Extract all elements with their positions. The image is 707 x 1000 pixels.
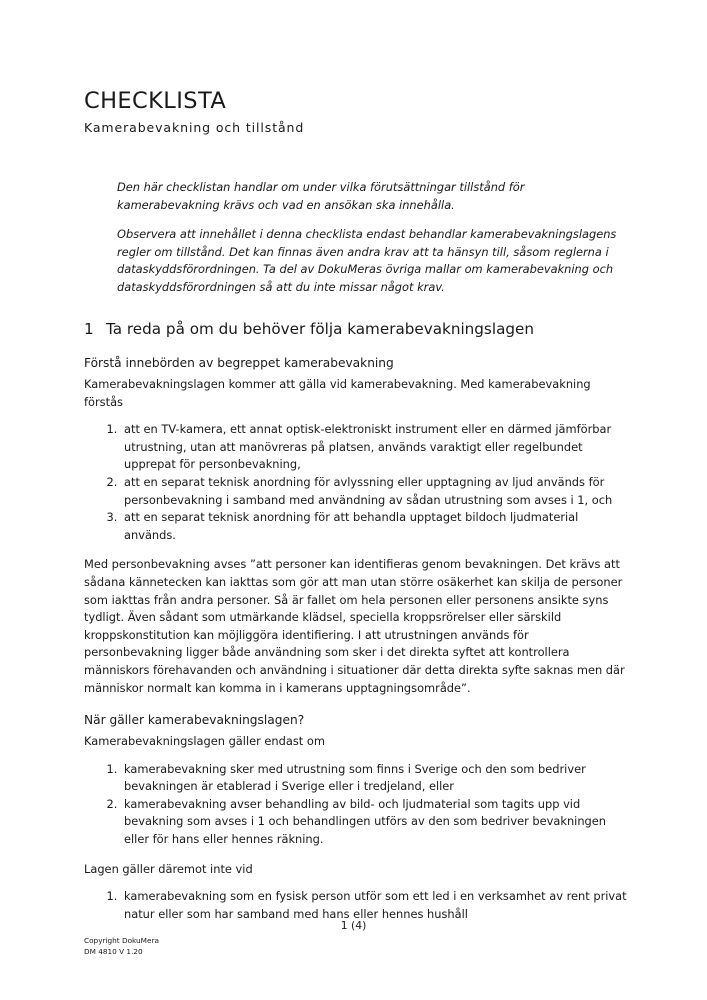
list-item: 1. kamerabevakning som en fysisk person utför som ett led i en verksamhet av rent privat natur eller som har samband med hans eller hennes hushåll — [121, 888, 629, 923]
list-item: 2. kamerabevakning avser behandling av bild- och ljudmaterial som tagits upp vid bevakning som avses i 1 och behandlingen utförs av den som bedriver bevakningen eller för hans eller hennes räkning. — [121, 796, 629, 849]
subsection-heading: När gäller kamerabevakningslagen? — [84, 713, 305, 728]
intro-paragraph: Observera att innehållet i denna checklista endast behandlar kamerabevakningslagens regler om tillstånd. Det kan finnas även andra krav att ta hänsyn till, såsom reglerna i dataskyddsförordningen. Ta del av DokuMeras övriga mallar om kamerabevakning och dataskyddsförordningen så att du inte missar något krav. — [117, 227, 617, 294]
numbered-list — [84, 421, 629, 544]
list-item: 2. att en separat teknisk anordning för avlyssning eller upptagning av ljud används för personbevakning i samband med användning av sådan utrustning som avses i 1, och — [121, 474, 629, 509]
list-item: 1. kamerabevakning sker med utrustning som finns i Sverige och den som bedriver bevakningen är etablerad i Sverige eller i tredjeland, eller — [121, 761, 629, 796]
copyright-text: Copyright DokuMera — [84, 936, 159, 945]
main-content — [84, 318, 629, 935]
footer-info — [84, 936, 159, 957]
body-paragraph: Kamerabevakningslagen gäller endast om — [84, 734, 325, 749]
subsection-heading: Förstå innebörden av begreppet kamerabevakning — [84, 356, 394, 370]
list-item: 1. att en TV-kamera, ett annat optisk-elektroniskt instrument eller en därmed jämförbar utrustning, utan att manövreras på platsen, används varaktigt eller regelbundet upprepat för personbevakning, — [121, 421, 629, 474]
document-id: DM 4810 V 1.20 — [84, 946, 143, 956]
page-number: 1 (4) — [340, 919, 367, 932]
intro-paragraph: Den här checklistan handlar om under vilka förutsättningar tillstånd för kamerabevakning krävs och vad en ansökan ska innehålla. — [117, 180, 525, 212]
body-paragraph: Kamerabevakningslagen kommer att gälla vid kamerabevakning. Med kamerabevakning förstås — [84, 377, 591, 409]
document-subtitle: Kamerabevakning och tillstånd — [84, 120, 305, 135]
section-title: Ta reda på om du behöver följa kamerabevakningslagen — [106, 320, 534, 338]
section-number: 1 — [84, 320, 94, 338]
document-title: CHECKLISTA — [84, 88, 227, 114]
body-paragraph: Lagen gäller däremot inte vid — [84, 861, 253, 876]
list-item: 3. att en separat teknisk anordning för att behandla upptaget bildoch ljudmaterial används. — [121, 509, 629, 544]
body-paragraph: Med personbevakning avses ”att personer kan identifieras genom bevakningen. Det krävs att sådana kännetecken kan iakttas som gör att man utan större osäkerhet kan skilja de personer som iakttas från andra personer. Så är fallet om hela personen eller personens ansikte syns tydligt. Även sådant som utmärkande klädsel, speciella kroppsrörelser eller särskild kroppskonstitution kan möjliggöra identifiering. I att utrustningen används för personbevakning ligger både användning som sker i det direkta syftet att kontrollera människors förehavanden och användning i situationer där detta direkta syfte saknas men där människor normalt kan komma in i kamerans upptagningsområde”. — [84, 557, 625, 695]
section-heading — [84, 318, 629, 340]
numbered-list — [84, 761, 629, 849]
intro-block — [117, 179, 617, 308]
